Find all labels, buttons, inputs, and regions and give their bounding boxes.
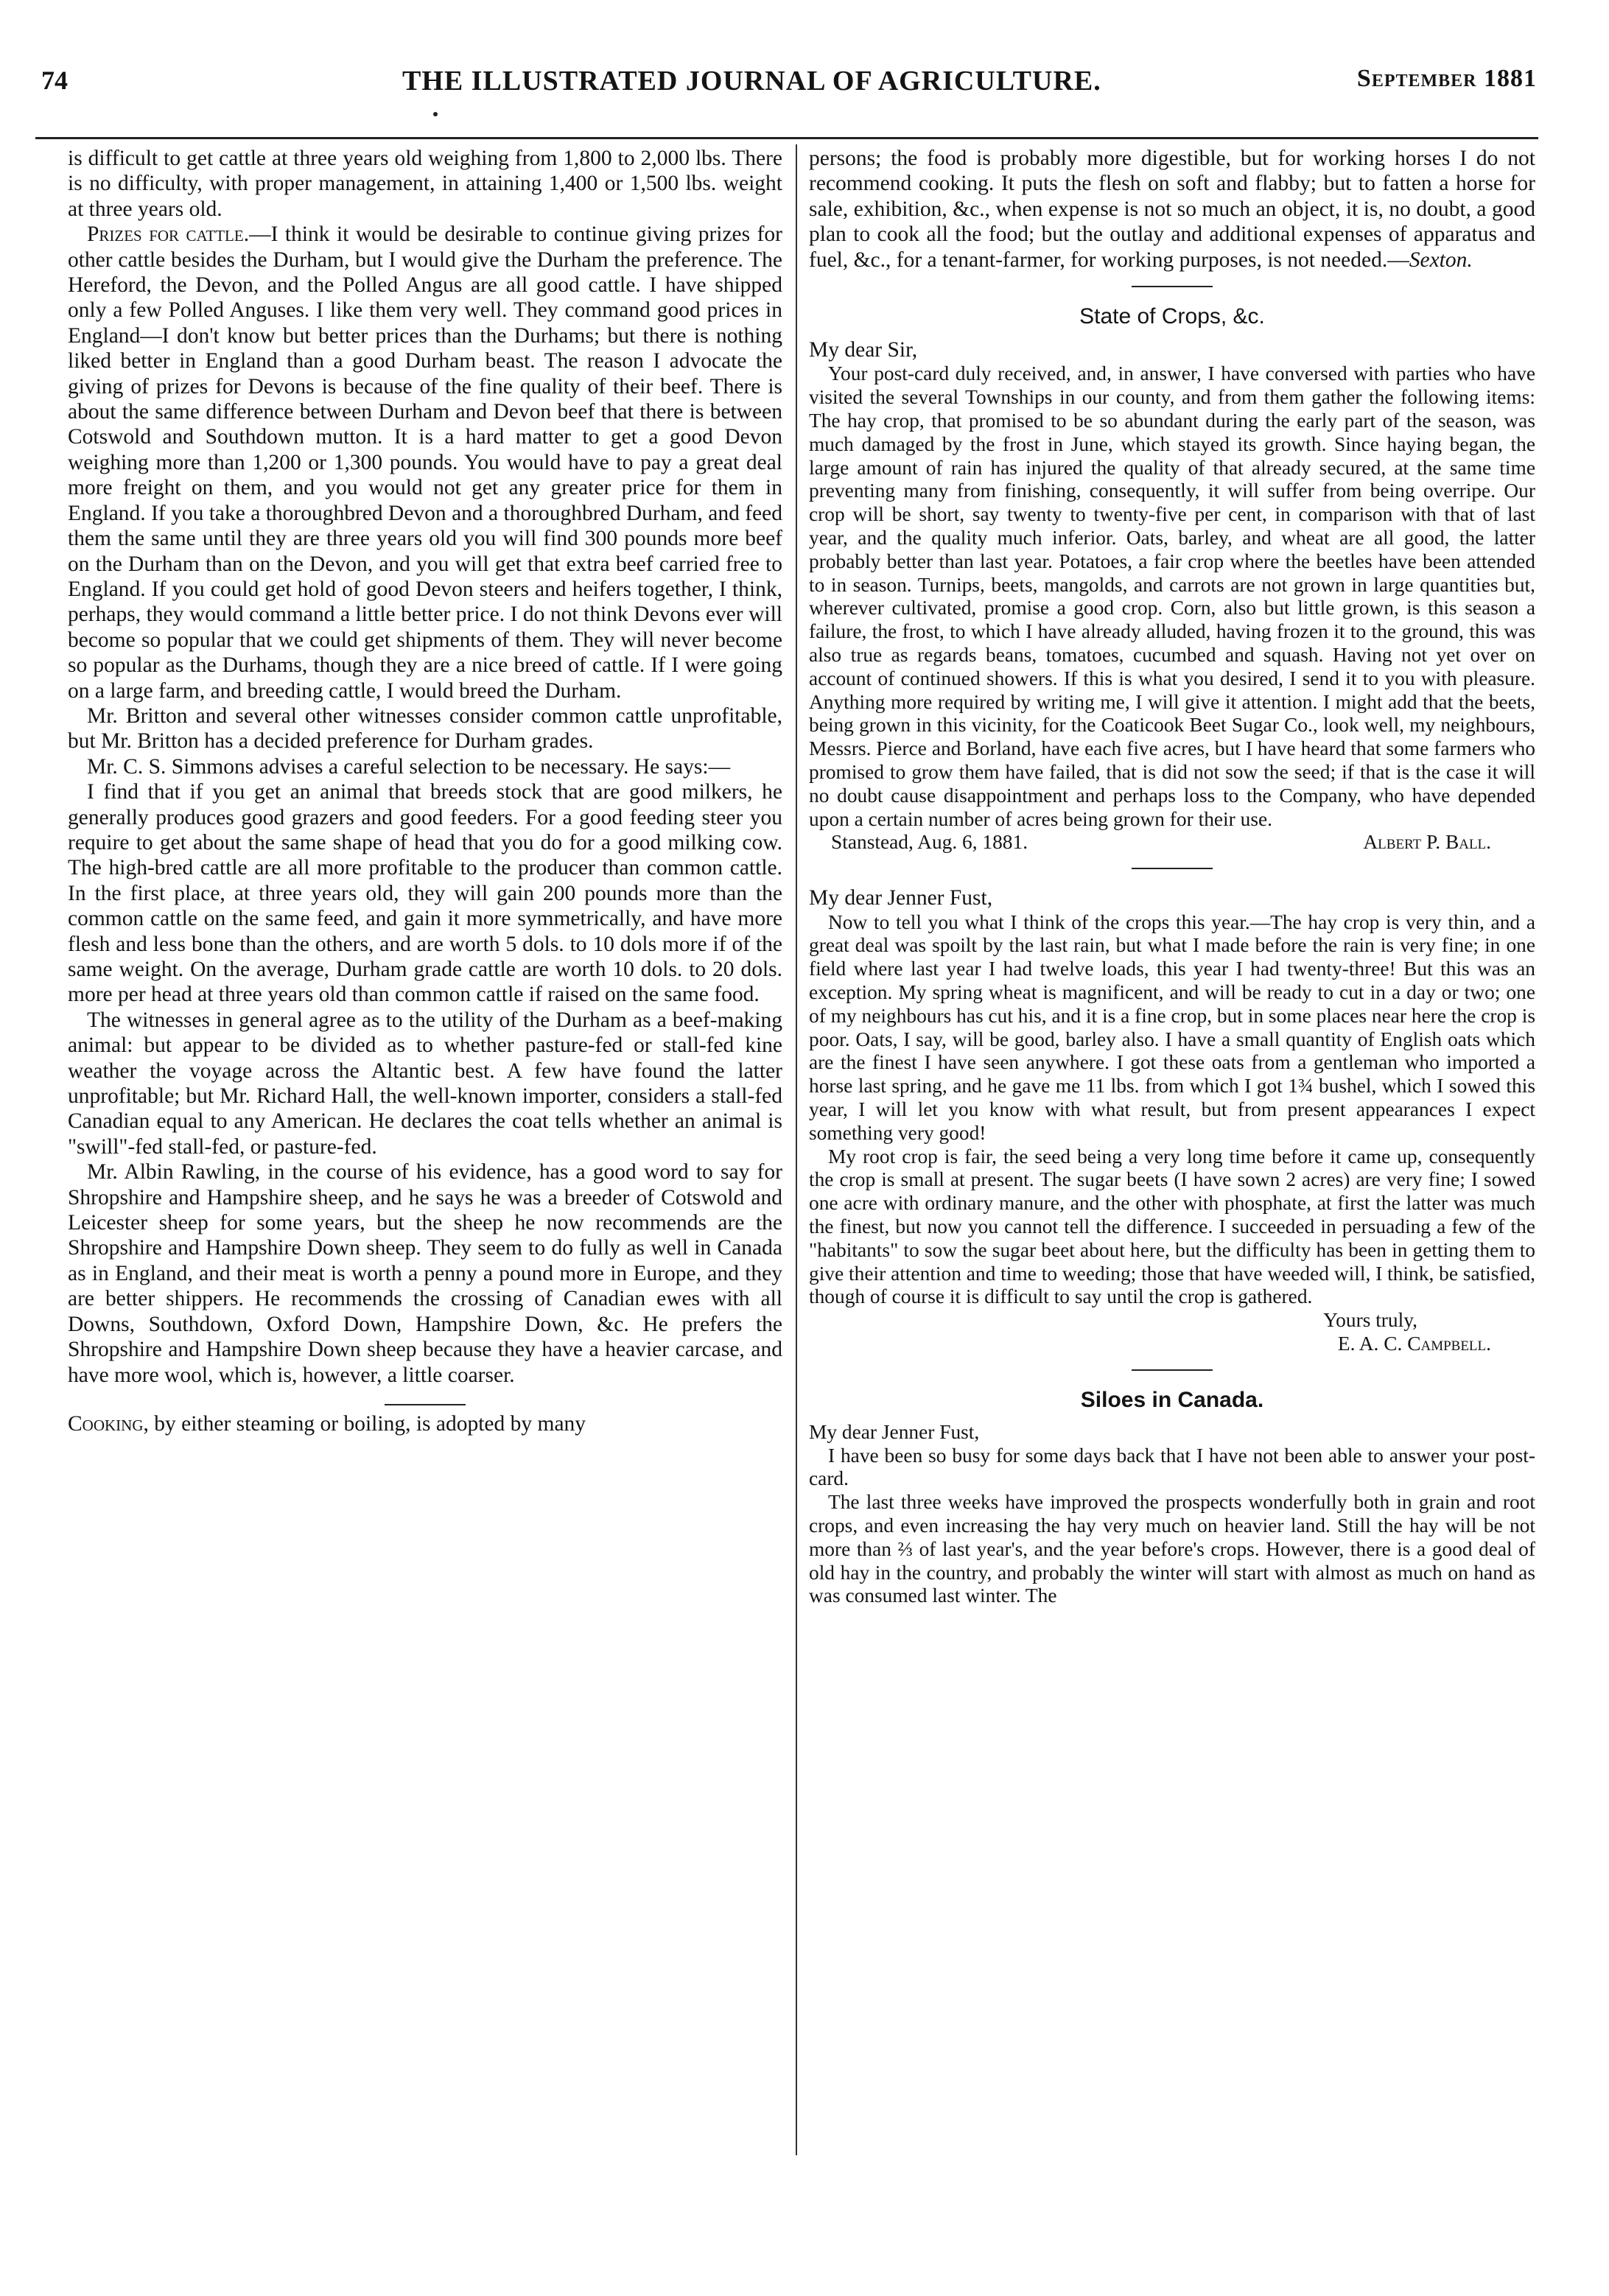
left-paragraph: Mr. Albin Rawling, in the course of his evidence, has a good word to say for Shropshire and Hampshire sheep, and he says he was a breeder of Cotswold and Leicester sheep for some years, but the sheep he now recommends are the Shropshire and Hampshire Down sheep. They seem to do fully as well in Canada as in England, and their meat is worth a penny a pound more in Europe, and they are better shippers. He recommends the crossing of Canadian ewes with all Downs, Southdown, Oxford Down, Hampshire Down, &c. He prefers the Shropshire and Hampshire Down sheep because they have a heavier carcase, and have more wool, which is, however, a little coarser. [68, 1160, 782, 1387]
signature-campbell: E. A. C. Campbell. [1337, 1332, 1491, 1355]
column-divider [796, 144, 797, 2155]
letter-body: My root crop is fair, the seed being a very long time before it came up, consequently the crop is small at present. The sugar beets (I have sown 2 acres) are very fine; I sowed one acre with ordinary manure, and the other with phosphate, at first the latter was much the finest, but now you cannot tell the difference. I succeeded in persuading a few of the "habitants" to sow the sugar beet about here, but the difficulty has been in getting them to give their attention and time to weeding; those that have weeded will, I think, be satisfied, though of course it is difficult to say until the crop is gathered. [809, 1145, 1535, 1308]
section-title-state-of-crops: State of Crops, &c. [1079, 304, 1265, 329]
letter-body: Now to tell you what I think of the crops this year.—The hay crop is very thin, and a great deal was spoilt by the last rain, but what I made before the rain is very fine; in one field where last year I had twelve loads, this year I had twenty-three! But this was an exception. My spring wheat is magnificent, and will be ready to cut in a day or two; one of my neighbours has cut his, and it is a fine crop, but in some places near here the crop is poor. Oats, I say, will be good, barley also. I have a small quantity of English oats which are the finest I have seen anywhere. I got these oats from a gentleman who imported a horse last spring, and he gave me 11 lbs. from which I got 1¾ bushel, which I sowed this year, I will let you know with what result, but from present appearances I expect something very good! [809, 910, 1535, 1144]
prizes-heading: Prizes for cattle. [87, 222, 250, 247]
cooking-heading: Cooking, [68, 1411, 149, 1436]
page-header [41, 65, 1537, 110]
letter-body: The last three weeks have improved the prospects wonderfully both in grain and root crops, and even increasing the hay very much on heavier land. Still the hay will be not more than ⅔ of last year's, and the year before's crops. However, there is a good deal of old hay in the country, and probably the winter will start with almost as much on hand as was consumed last winter. The [809, 1491, 1535, 1607]
left-paragraph: Cooking, by either steaming or boiling, is adopted by many [68, 1411, 586, 1436]
header-ornament-dot [433, 112, 438, 116]
author-sexton: Sexton. [1409, 247, 1473, 272]
left-paragraph: The witnesses in general agree as to the utility of the Durham as a beef-making animal: but appear to be divided as to whether pasture-fed or stall-fed kine weather the voyage across the Altantic best. A few have found the latter unprofitable; but Mr. Richard Hall, the well-known importer, considers a stall-fed Canadian equal to any American. He declares the coat tells whether an animal is "swill"-fed stall-fed, or pasture-fed. [68, 1008, 782, 1159]
salutation: My dear Sir, [809, 338, 918, 362]
signature-row [809, 831, 1535, 854]
place-date: Stanstead, Aug. 6, 1881. [831, 831, 1028, 854]
header-rule [35, 137, 1538, 139]
page-number: 74 [41, 66, 68, 95]
letter-body: Your post-card duly received, and, in answer, I have conversed with parties who have visited the several Townships in our county, and from them gather the following items: The hay crop, that promised to be so abundant during the early part of the season, was much damaged by the frost in June, which stayed its growth. Since haying began, the large amount of rain has injured the quality of that already secured, at the same time preventing many from finishing, consequently, it will suffer from being overripe. Our crop will be short, say twenty to twenty-five per cent, in comparison with that of last year, and the quality much inferior. Oats, barley, and wheat are all good, the latter probably better than last year. Potatoes, a fair crop where the beetles have been attended to in season. Turnips, beets, mangolds, and carrots are not grown in large quantities but, wherever cultivated, promise a good crop. Corn, also but little grown, is this season a failure, the frost, to which I have already alluded, having frozen it to the ground, this was also true as regards beans, tomatoes, cucumbed and squash. Having not yet over on account of continued showers. If this is what you desired, I send it to you with pleasure. Anything more required by writing me, I will give it attention. I might add that the beets, being grown in this vicinity, for the Coaticook Beet Sugar Co., look well, my neighbours, Messrs. Pierce and Borland, have each five acres, but I have heard that some farmers who promised to grow them have failed, that is did not sow the seed; if that is the case it will no doubt cause disappointment and perhaps loss to the Company, who have depended upon a certain number of acres being grown for their use. [809, 362, 1535, 830]
salutation: My dear Jenner Fust, [809, 1420, 980, 1443]
journal-title: THE ILLUSTRATED JOURNAL OF AGRICULTURE. [402, 66, 1101, 96]
issue-date: September 1881 [1356, 65, 1537, 92]
section-rule [385, 1404, 466, 1405]
left-column [68, 146, 782, 1436]
section-rule [1132, 286, 1213, 287]
right-column [809, 146, 1535, 1608]
signature-ball: Albert P. Ball. [1363, 831, 1491, 854]
section-rule [1132, 1369, 1213, 1371]
right-paragraph: persons; the food is probably more digestible, but for working horses I do not recommend cooking. It puts the flesh on soft and flabby; but to fatten a horse for sale, exhibition, &c., when expense is not so much an object, it is, no doubt, a good plan to cook all the food; but the outlay and additional expenses of apparatus and fuel, &c., for a tenant-farmer, for working purposes, is not needed.—Sexton. [809, 147, 1535, 272]
closing: Yours truly, [1323, 1309, 1417, 1332]
salutation: My dear Jenner Fust, [809, 886, 993, 910]
left-paragraph: I find that if you get an animal that breeds stock that are good milkers, he generally produces good grazers and good feeders. For a good feeding steer you require to get about the same shape of head that you do for a good milking cow. The high-bred cattle are all more profitable to the producer than common cattle. In the first place, at three years old, they will gain 200 pounds more than the common cattle on the same feed, and gain it more symmetrically, and have more flesh and less bone than the others, and are worth 5 dols. to 10 dols more if of the same weight. On the average, Durham grade cattle are worth 10 dols. to 20 dols. more per head at three years old than common cattle if raised on the same food. [68, 780, 782, 1007]
section-title-siloes: Siloes in Canada. [1080, 1387, 1264, 1412]
left-paragraph: is difficult to get cattle at three years old weighing from 1,800 to 2,000 lbs. There is no difficulty, with proper management, in attaining 1,400 or 1,500 lbs. weight at three years old. [68, 147, 782, 221]
section-rule [1132, 868, 1213, 869]
left-paragraph: Mr. C. S. Simmons advises a careful selection to be necessary. He says:— [87, 754, 731, 779]
left-paragraph: Prizes for cattle.—I think it would be desirable to continue giving prizes for other cattle besides the Durham, but I would give the Durham the preference. The Hereford, the Devon, and the Polled Angus are all good cattle. I have shipped only a few Polled Anguses. I like them very well. They command good prices in England—I don't know but better prices than the Durhams; but there is nothing liked better in England than a good Durham beast. The reason I advocate the giving of prizes for Devons is because of the fine quality of their beef. There is about the same difference between Durham and Devon beef that there is between Cotswold and Southdown mutton. It is a hard matter to get a good Devon weighing more than 1,200 or 1,300 pounds. You would have to pay a great deal more freight on them, and you would not get any greater price for them in England. If you take a thoroughbred Devon and a thoroughbred Durham, and feed them the same until they are three years old you will find 300 pounds more beef on the Durham than on the Devon, and you will get that extra beef carried free to England. If you could get hold of good Devon steers and heifers together, I think, perhaps, they would command a little better price. I do not think Devons ever will become so popular that we could get shipments of them. They will never become so popular as the Durhams, though they are a nice breed of cattle. If I were going on a large farm, and breeding cattle, I would breed the Durham. [68, 222, 782, 703]
left-paragraph: Mr. Britton and several other witnesses consider common cattle unprofitable, but Mr. Britton has a decided preference for Durham grades. [68, 703, 782, 754]
letter-body: I have been so busy for some days back that I have not been able to answer your post-card. [809, 1444, 1535, 1490]
